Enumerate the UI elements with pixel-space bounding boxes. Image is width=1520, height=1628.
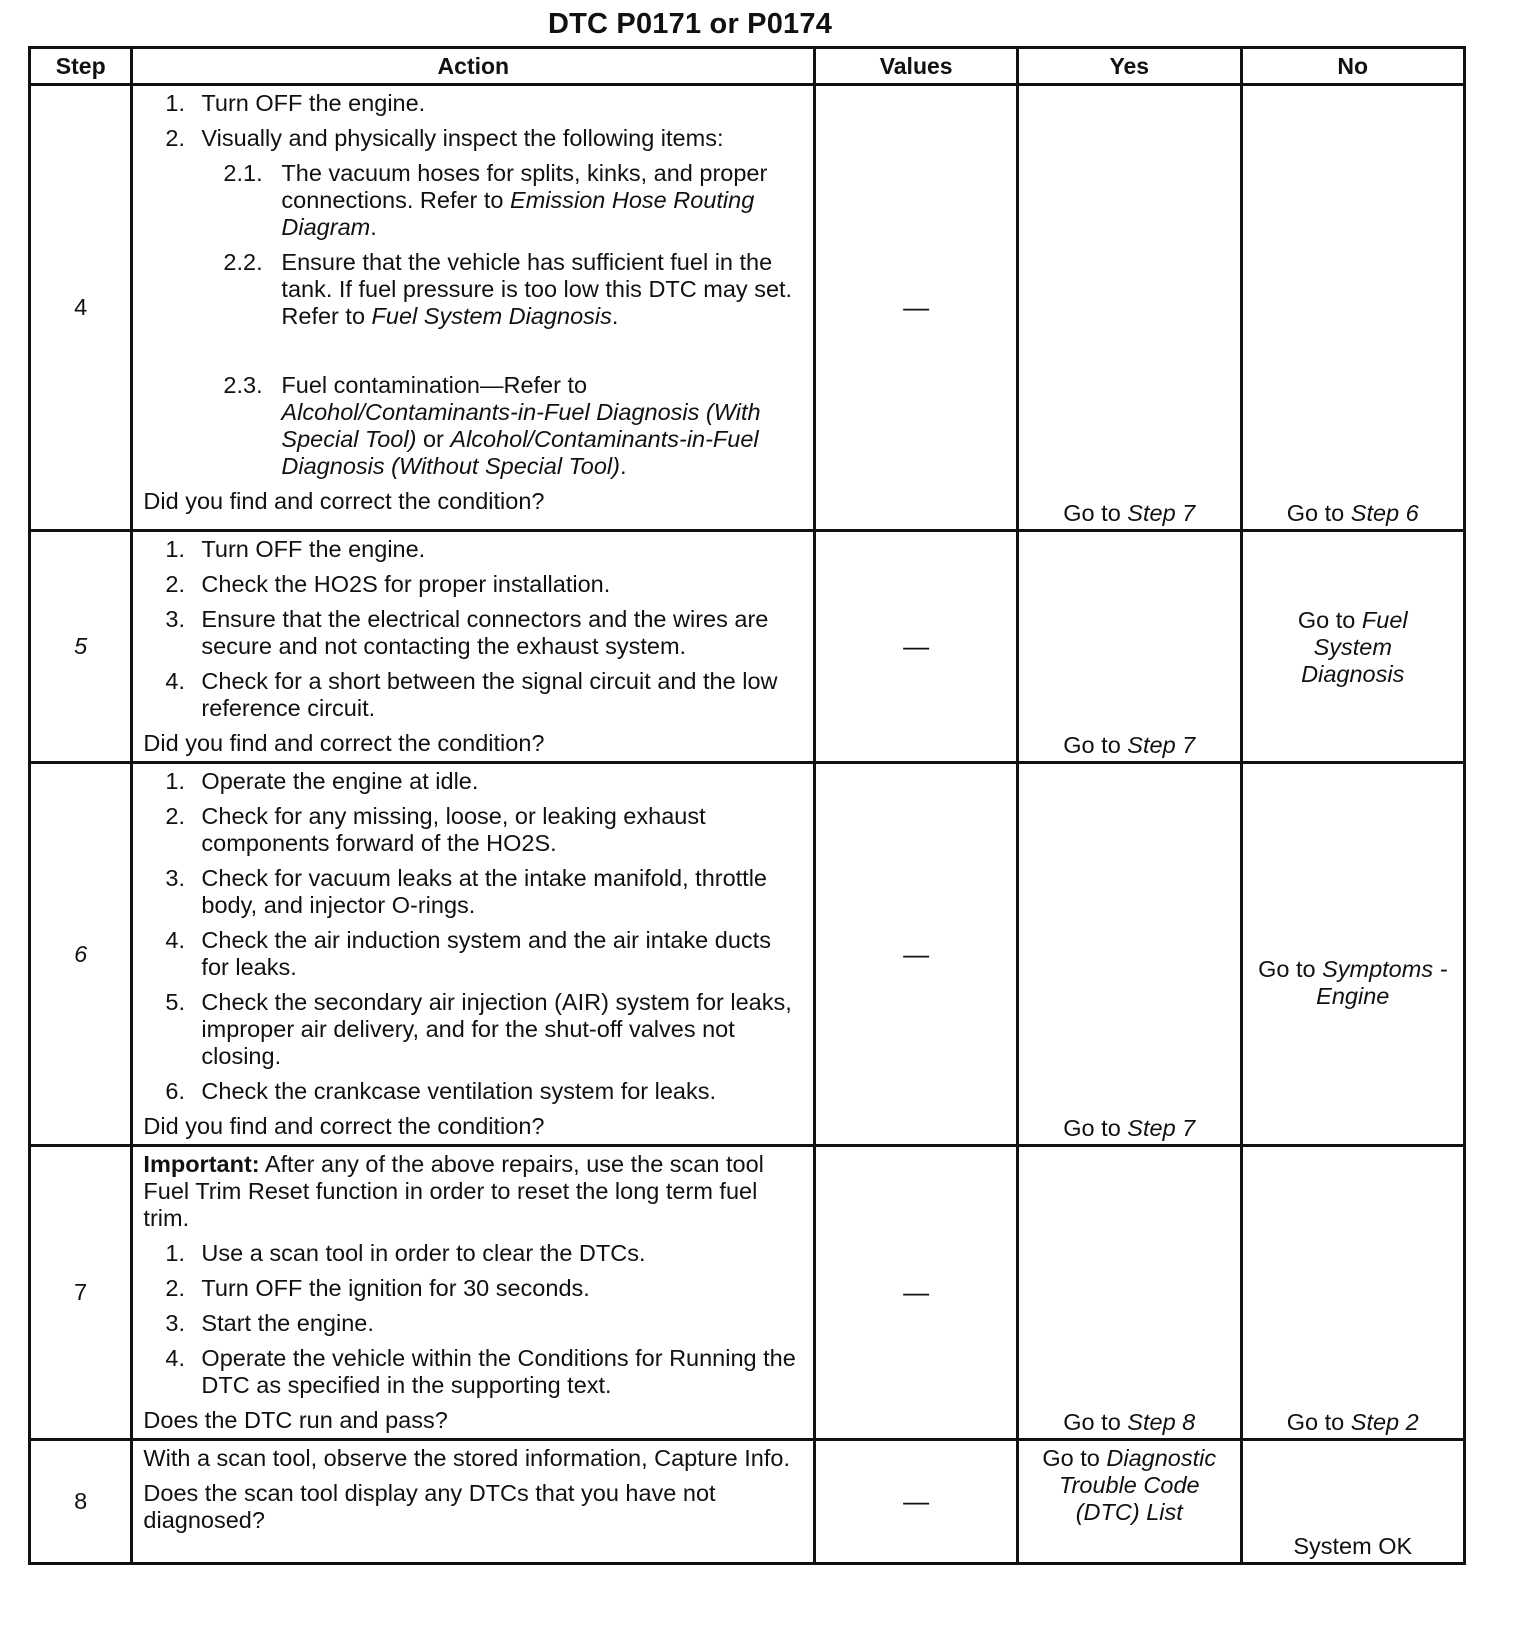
list-item: 1. Use a scan tool in order to clear the DTCs. [165, 1240, 646, 1266]
list-item: 2. Turn OFF the ignition for 30 seconds. [165, 1275, 590, 1301]
list-item: 2. Check for any missing, loose, or leaking exhaust components forward of the HO2S. [165, 803, 706, 856]
value-cell: — [815, 1440, 1018, 1564]
step-reference: Symptoms - Engine [1316, 956, 1448, 1009]
table-row-step-6 [30, 763, 1465, 1146]
value-cell: — [815, 85, 1018, 531]
step-reference: Fuel System Diagnosis [1301, 607, 1408, 687]
value-cell: — [815, 763, 1018, 1146]
table-row-step-5 [30, 531, 1465, 763]
step-number: 8 [30, 1440, 132, 1564]
header-no: No [1241, 48, 1465, 85]
page-title: DTC P0171 or P0174 [547, 8, 833, 40]
sub-list-item: 2.1. The vacuum hoses for splits, kinks, and proper connections. Refer to Emission Hose Routing Diagram. [223, 160, 768, 240]
step-reference: Step 6 [1350, 500, 1419, 526]
step-reference: Step 7 [1127, 732, 1196, 758]
step-number: 6 [30, 763, 132, 1146]
step-number: 5 [30, 531, 132, 763]
action-cell [132, 531, 815, 763]
action-cell [132, 1146, 815, 1440]
action-cell [132, 763, 815, 1146]
list-item: 3. Ensure that the electrical connectors and the wires are secure and not contacting the exhaust system. [165, 606, 769, 659]
list-item: 1. Operate the engine at idle. [165, 768, 479, 794]
list-item: 2. Check the HO2S for proper installation. [165, 571, 611, 597]
list-item: 4. Check for a short between the signal circuit and the low reference circuit. [165, 668, 778, 721]
action-text: With a scan tool, observe the stored information, Capture Info. [143, 1445, 791, 1471]
sub-list-item: 2.3. Fuel contamination—Refer to Alcohol/Contaminants-in-Fuel Diagnosis (With Special Tool) or Alcohol/Contaminants-in-Fuel Diagnosis (Without Special Tool). [223, 372, 761, 479]
action-question: Did you find and correct the condition? [143, 730, 545, 756]
table-row-step-4 [30, 85, 1465, 531]
header-row [30, 48, 1465, 85]
list-item: 3. Start the engine. [165, 1310, 374, 1336]
list-item: 1. Turn OFF the engine. [165, 90, 426, 116]
no-cell: System OK [1241, 1440, 1465, 1564]
yes-cell: Go to Diagnostic Trouble Code (DTC) List [1018, 1440, 1241, 1564]
diagnostic-table [28, 46, 1466, 1565]
yes-cell: Go to Step 7 [1018, 85, 1241, 531]
step-reference: Step 7 [1127, 500, 1196, 526]
step-reference: Step 7 [1127, 1115, 1196, 1141]
sub-list-item: 2.2. Ensure that the vehicle has sufficient fuel in the tank. If fuel pressure is too low this DTC may set. Refer to Fuel System Diagnosis. [223, 249, 793, 329]
action-cell [132, 1440, 815, 1564]
list-item: 4. Operate the vehicle within the Conditions for Running the DTC as specified in the supporting text. [165, 1345, 796, 1398]
table-row-step-8 [30, 1440, 1465, 1564]
step-reference: Step 2 [1350, 1409, 1419, 1435]
header-step: Step [30, 48, 132, 85]
yes-cell: Go to Step 7 [1018, 531, 1241, 763]
action-question: Does the scan tool display any DTCs that you have not diagnosed? [143, 1480, 716, 1533]
value-cell: — [815, 1146, 1018, 1440]
yes-cell: Go to Step 8 [1018, 1146, 1241, 1440]
header-values: Values [815, 48, 1018, 85]
header-action: Action [132, 48, 815, 85]
action-question: Did you find and correct the condition? [143, 488, 545, 514]
yes-cell: Go to Step 7 [1018, 763, 1241, 1146]
list-item: 5. Check the secondary air injection (AIR) system for leaks, improper air delivery, and for the shut-off valves not closing. [165, 989, 792, 1069]
list-item: 3. Check for vacuum leaks at the intake manifold, throttle body, and injector O-rings. [165, 865, 768, 918]
step-reference: Diagnostic Trouble Code (DTC) List [1058, 1445, 1217, 1525]
no-cell: Go to Fuel System Diagnosis [1241, 531, 1465, 763]
list-item: 4. Check the air induction system and the air intake ducts for leaks. [165, 927, 771, 980]
value-cell: — [815, 531, 1018, 763]
table-row-step-7 [30, 1146, 1465, 1440]
action-cell [132, 85, 815, 531]
important-note: Important: After any of the above repairs, use the scan tool Fuel Trim Reset function in order to reset the long term fuel trim. [143, 1151, 764, 1231]
action-question: Did you find and correct the condition? [143, 1113, 545, 1139]
list-item: 6. Check the crankcase ventilation system for leaks. [165, 1078, 717, 1104]
action-question: Does the DTC run and pass? [143, 1407, 448, 1433]
step-number: 7 [30, 1146, 132, 1440]
no-cell: Go to Symptoms - Engine [1241, 763, 1465, 1146]
no-cell: Go to Step 6 [1241, 85, 1465, 531]
step-number: 4 [30, 85, 132, 531]
step-reference: Step 8 [1127, 1409, 1196, 1435]
list-item: 1. Turn OFF the engine. [165, 536, 426, 562]
header-yes: Yes [1018, 48, 1241, 85]
no-cell: Go to Step 2 [1241, 1146, 1465, 1440]
list-item: 2. Visually and physically inspect the following items: [165, 125, 724, 151]
